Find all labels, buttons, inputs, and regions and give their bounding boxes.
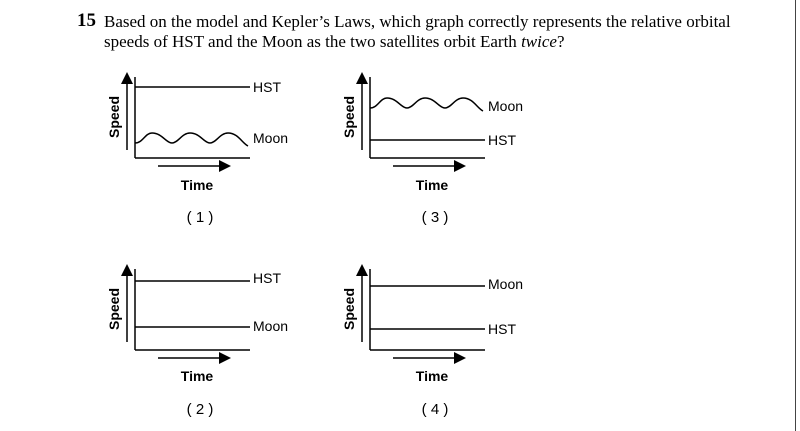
x-axis-label: Time	[415, 177, 449, 193]
top-series-label: Moon	[488, 276, 524, 292]
question-number: 15	[77, 10, 96, 31]
y-axis-label: Speed	[341, 95, 357, 139]
graph-svg	[100, 262, 310, 422]
y-axis-label: Speed	[106, 287, 122, 331]
top-series-label: HST	[253, 270, 281, 286]
bottom-series-line	[135, 133, 248, 146]
x-axis-label: Time	[180, 177, 214, 193]
top-series-line	[370, 98, 483, 111]
graph-option-2[interactable]	[100, 262, 310, 422]
graph-svg	[335, 262, 545, 422]
option-label: ( 4 )	[421, 401, 449, 418]
page-edge	[795, 0, 796, 431]
y-axis-label: Speed	[106, 95, 122, 139]
bottom-series-label: HST	[488, 321, 516, 337]
graph-option-4[interactable]	[335, 262, 545, 422]
question-text-line-1: Based on the model and Kepler’s Laws, which graph correctly represents the relative orbital	[104, 12, 731, 31]
question-emphasis: twice	[521, 32, 557, 51]
graph-svg	[100, 70, 310, 230]
top-series-label: HST	[253, 79, 281, 95]
bottom-series-label: Moon	[253, 318, 289, 334]
bottom-series-label: Moon	[253, 130, 289, 146]
graph-option-3[interactable]	[335, 70, 545, 230]
question-text-line-2	[104, 32, 565, 52]
question-text-line-2-end: ?	[556, 32, 565, 51]
graph-svg	[335, 70, 545, 230]
option-label: ( 1 )	[186, 209, 214, 226]
x-axis-label: Time	[415, 368, 449, 384]
top-series-label: Moon	[488, 98, 524, 114]
y-axis-label: Speed	[341, 287, 357, 331]
option-label: ( 3 )	[421, 209, 449, 226]
bottom-series-label: HST	[488, 132, 516, 148]
question-text-line-2-main: speeds of HST and the Moon as the two satellites orbit Earth	[104, 32, 522, 51]
option-label: ( 2 )	[186, 401, 214, 418]
x-axis-label: Time	[180, 368, 214, 384]
graph-option-1[interactable]	[100, 70, 310, 230]
